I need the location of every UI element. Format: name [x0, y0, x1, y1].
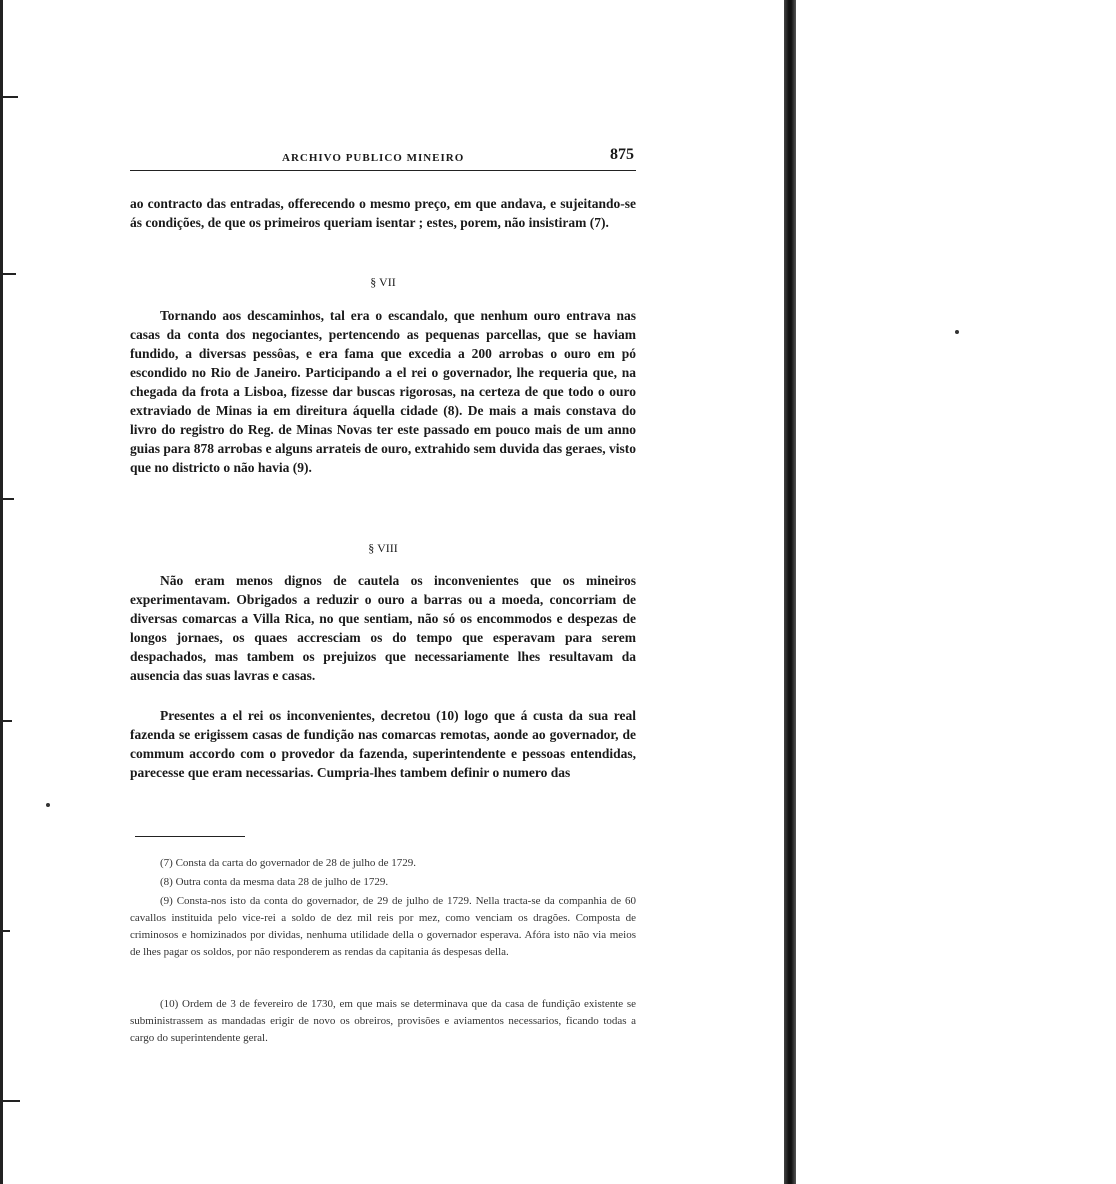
footnote-10: (10) Ordem de 3 de fevereiro de 1730, em que mais se determinava que da casa de fundição existente se subministrassem as mandadas erigir de novo os obreiros, provisões e aviamentos necessarios, ficando todas a cargo do superintendente geral.: [130, 998, 636, 1044]
page-header: [130, 146, 636, 172]
paragraph-intro: ao contracto das entradas, offerecendo o mesmo preço, em que andava, e sujeitando-se ás condições, de que os primeiros queriam isentar ; estes, porem, não insistiram (7).: [130, 196, 636, 230]
margin-tick: [0, 1100, 20, 1102]
footnote-rule: [135, 836, 245, 837]
header-rule: [130, 170, 636, 171]
dust-speck: [46, 803, 50, 807]
paragraph-section-viii-2: Presentes a el rei os inconvenientes, decretou (10) logo que á custa da sua real fazenda se erigissem casas de fundição nas comarcas remotas, aonde ao governador, de commum accordo com o provedor da fazenda, superintendente e pessoas entendidas, parecesse que eram necessarias. Cumpria-lhes tambem definir o numero das: [130, 708, 636, 780]
footnote-9: (9) Consta-nos isto da conta do governador, de 29 de julho de 1729. Nella tracta-se da companhia de 60 cavallos instituida pelo vice-rei a soldo de dez mil reis por mez, como venciam os dragões. Composta de criminosos e homizinados por dividas, nenhuma utilidade della o governador esperava. Afóra isto não via meios de lhes pagar os soldos, por não responderem as rendas da capitania ás despesas della.: [130, 895, 636, 958]
margin-tick: [0, 930, 10, 932]
margin-tick: [0, 273, 16, 275]
margin-tick: [0, 96, 18, 98]
page-number: 875: [610, 146, 634, 163]
page-left-edge: [0, 0, 3, 1184]
book-spine-shadow: [784, 0, 796, 1184]
footnote-7: (7) Consta da carta do governador de 28 de julho de 1729.: [160, 857, 416, 869]
footnote-8: (8) Outra conta da mesma data 28 de julho de 1729.: [160, 876, 389, 888]
paragraph-section-viii-1: Não eram menos dignos de cautela os inconvenientes que os mineiros experimentavam. Obrigados a reduzir o ouro a barras ou a moeda, concorriam de diversas comarcas a Villa Rica, no que sentiam, não só os encommodos e despezas de longos jornaes, os quaes accresciam os do tempo que esperavam para serem despachados, mas tambem os prejuizos que necessariamente lhes resultavam da ausencia das suas lavras e casas.: [130, 573, 636, 683]
margin-tick: [0, 720, 12, 722]
margin-tick: [0, 498, 14, 500]
section-heading-vii: § VII: [370, 275, 396, 289]
paragraph-section-vii: Tornando aos descaminhos, tal era o escandalo, que nenhum ouro entrava nas casas da conta dos negociantes, pertencendo as pequenas parcellas, que se haviam fundido, a diversas pessôas, e era fama que excedia a 200 arrobas o ouro em pó escondido no Rio de Janeiro. Participando a el rei o governador, lhe requeria que, na chegada da frota a Lisboa, fizesse dar buscas rigorosas, na certeza de que todo o ouro extraviado de Minas ia em direitura áquella cidade (8). De mais a mais constava do livro do registro do Reg. de Minas Novas ter este passado em pouco mais de um anno guias para 878 arrobas e alguns arrateis de ouro, extrahido sem duvida das geraes, visto que no districto o não havia (9).: [130, 308, 636, 475]
dust-speck: [955, 330, 959, 334]
section-heading-viii: § VIII: [368, 541, 398, 555]
running-head: ARCHIVO PUBLICO MINEIRO: [282, 152, 465, 164]
